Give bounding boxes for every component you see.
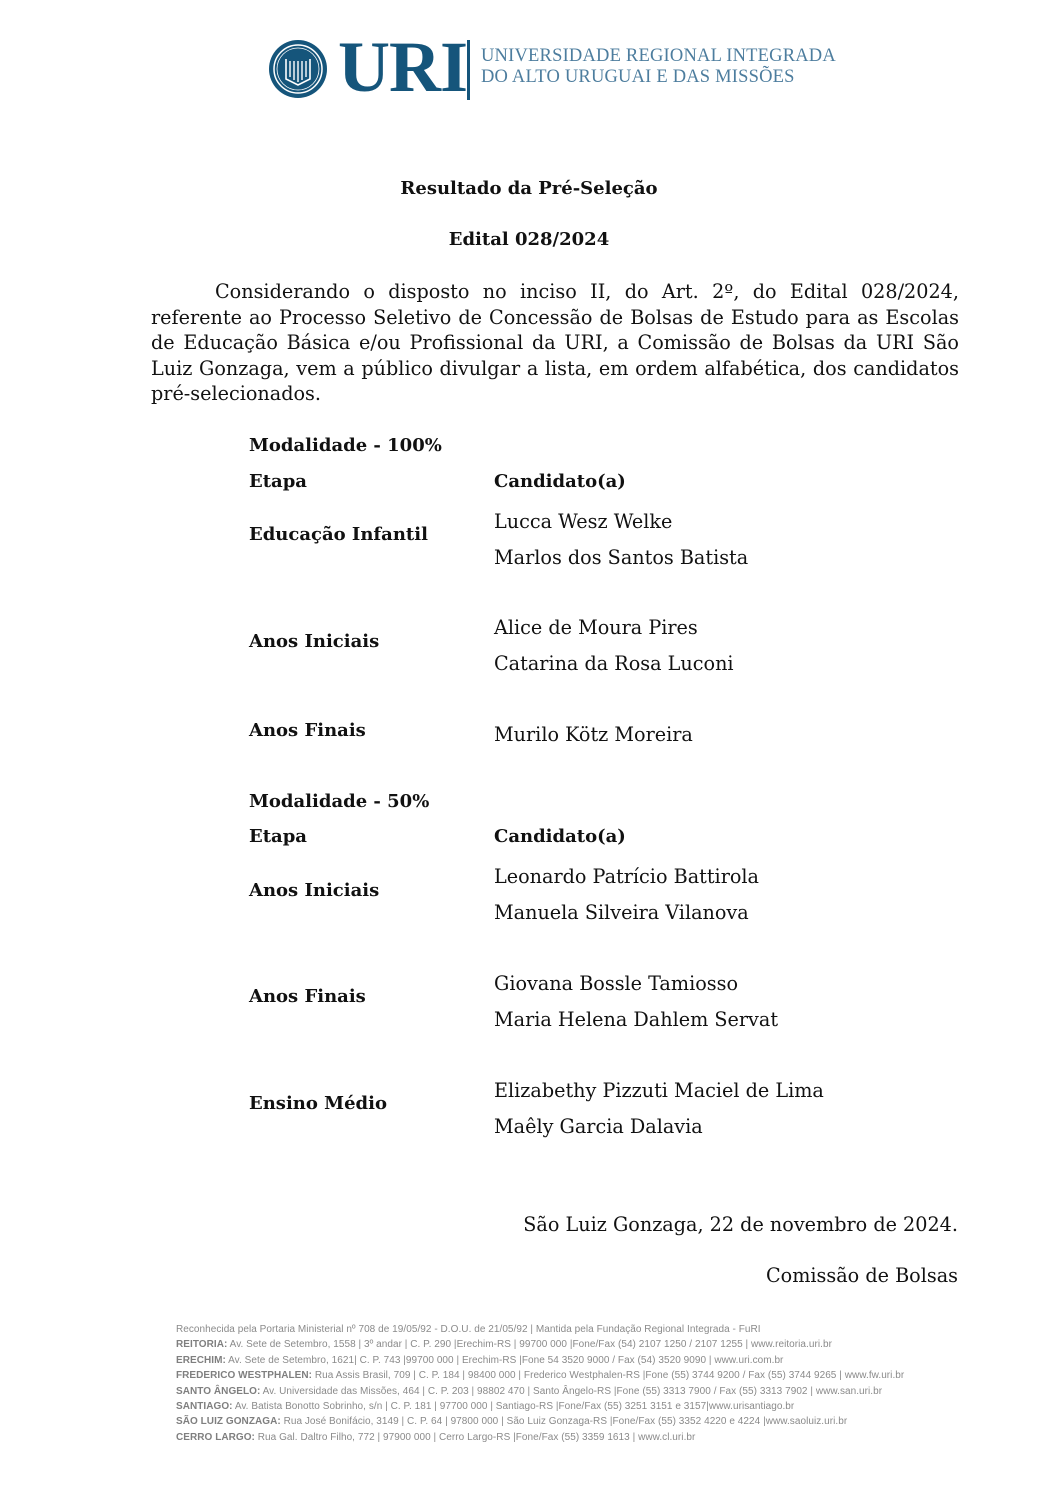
candidate-name: Maria Helena Dahlem Servat xyxy=(494,1008,779,1031)
candidate-name: Lucca Wesz Welke xyxy=(494,510,673,533)
candidate-name: Elizabethy Pizzuti Maciel de Lima xyxy=(494,1079,824,1102)
logo-wordmark: URI xyxy=(338,27,468,107)
column-header-candidato: Candidato(a) xyxy=(494,826,626,847)
candidate-name: Manuela Silveira Vilanova xyxy=(494,901,749,924)
footer-campus: SANTIAGO: xyxy=(176,1401,233,1413)
footer-address: Rua José Bonifácio, 3149 | C. P. 64 | 97800 000 | São Luiz Gonzaga-RS |Fone/Fax (55) 3352 4220 e 4224 |www.saoluiz.uri.br xyxy=(280,1416,848,1428)
candidate-name: Giovana Bossle Tamiosso xyxy=(494,972,739,995)
footer-line xyxy=(176,1430,1036,1445)
column-header-etapa: Etapa xyxy=(249,826,307,847)
footer-address: Av. Universidade das Missões, 464 | C. P. 203 | 98802 470 | Santo Ângelo-RS |Fone (55) 3313 7900 / Fax (55) 3313 7902 | www.san.uri.br xyxy=(260,1385,883,1397)
footer-address: Rua Assis Brasil, 709 | C. P. 184 | 98400 000 | Frederico Westphalen-RS |Fone (55) 3744 9200 / Fax (55) 3744 9265 | www.fw.uri.br xyxy=(312,1370,905,1382)
candidate-name: Maêly Garcia Dalavia xyxy=(494,1115,703,1138)
footer-line xyxy=(176,1368,1036,1383)
footer-campus: CERRO LARGO: xyxy=(176,1431,255,1443)
footer-campus: SANTO ÂNGELO: xyxy=(176,1385,261,1397)
candidate-name: Leonardo Patrício Battirola xyxy=(494,865,759,888)
candidate-name: Marlos dos Santos Batista xyxy=(494,546,749,569)
footer-address: Av. Batista Bonotto Sobrinho, s/n | C. P. 181 | 97700 000 | Santiago-RS |Fone/Fax (55) 3251 3151 e 3157|www.urisantiago.br xyxy=(232,1401,795,1413)
intro-paragraph: Considerando o disposto no inciso II, do Art. 2º, do Edital 028/2024, referente ao Processo Seletivo de Concessão de Bolsas de Estudo para as Escolas de Educação Básica e/ou Profissional da URI, a Comissão de Bolsas da URI São Luiz Gonzaga, vem a público divulgar a lista, em ordem alfabética, dos candidatos pré-selecionados. xyxy=(151,280,959,405)
footer-line xyxy=(176,1337,1036,1352)
university-name-line2: DO ALTO URUGUAI E DAS MISSÕES xyxy=(481,67,795,87)
modality-100-heading: Modalidade - 100% xyxy=(249,435,442,456)
modality-50-heading: Modalidade - 50% xyxy=(249,791,430,812)
footer-campus: REITORIA: xyxy=(176,1339,228,1351)
etapa-label: Anos Iniciais xyxy=(249,631,380,652)
footer-address: Av. Sete de Setembro, 1621| C. P. 743 |99700 000 | Erechim-RS |Fone 54 3520 9000 / Fax (54) 3520 9090 | www.uri.com.br xyxy=(225,1354,784,1366)
footer-campus: ERECHIM: xyxy=(176,1354,226,1366)
candidate-name: Murilo Kötz Moreira xyxy=(494,723,693,746)
footer-campus: FREDERICO WESTPHALEN: xyxy=(176,1370,313,1382)
footer-address: Av. Sete de Setembro, 1558 | 3º andar | C. P. 290 |Erechim-RS | 99700 000 |Fone/Fax (54) 2107 1250 / 2107 1255 | www.reitoria.uri.br xyxy=(227,1339,832,1351)
footer-campus: SÃO LUIZ GONZAGA: xyxy=(176,1416,281,1428)
footer-line xyxy=(176,1414,1036,1429)
etapa-label: Ensino Médio xyxy=(249,1093,387,1114)
etapa-label: Anos Finais xyxy=(249,720,366,741)
etapa-label: Educação Infantil xyxy=(249,524,428,545)
edital-number: Edital 028/2024 xyxy=(448,229,610,250)
place-date: São Luiz Gonzaga, 22 de novembro de 2024. xyxy=(523,1213,958,1236)
footer-line xyxy=(176,1399,1036,1414)
column-header-candidato: Candidato(a) xyxy=(494,471,626,492)
signature: Comissão de Bolsas xyxy=(765,1264,958,1287)
footer-line xyxy=(176,1384,1036,1399)
footer-address: Rua Gal. Daltro Filho, 772 | 97900 000 | Cerro Largo-RS |Fone/Fax (55) 3359 1613 | www.cl.uri.br xyxy=(254,1431,696,1443)
candidate-name: Catarina da Rosa Luconi xyxy=(494,652,734,675)
footer-line xyxy=(176,1353,1036,1368)
university-header xyxy=(266,27,866,107)
university-seal-icon xyxy=(268,39,328,99)
logo-divider xyxy=(467,40,470,100)
footer-addresses xyxy=(176,1322,1036,1445)
candidate-name: Alice de Moura Pires xyxy=(494,616,698,639)
document-title: Resultado da Pré-Seleção xyxy=(400,178,658,199)
university-name-line1: UNIVERSIDADE REGIONAL INTEGRADA xyxy=(481,46,836,66)
etapa-label: Anos Finais xyxy=(249,986,366,1007)
university-name xyxy=(481,46,836,88)
etapa-label: Anos Iniciais xyxy=(249,880,380,901)
column-header-etapa: Etapa xyxy=(249,471,307,492)
footer-accreditation: Reconhecida pela Portaria Ministerial nº 708 de 19/05/92 - D.O.U. de 21/05/92 | Mantida pela Fundação Regional Integrada - FuRI xyxy=(176,1324,761,1335)
